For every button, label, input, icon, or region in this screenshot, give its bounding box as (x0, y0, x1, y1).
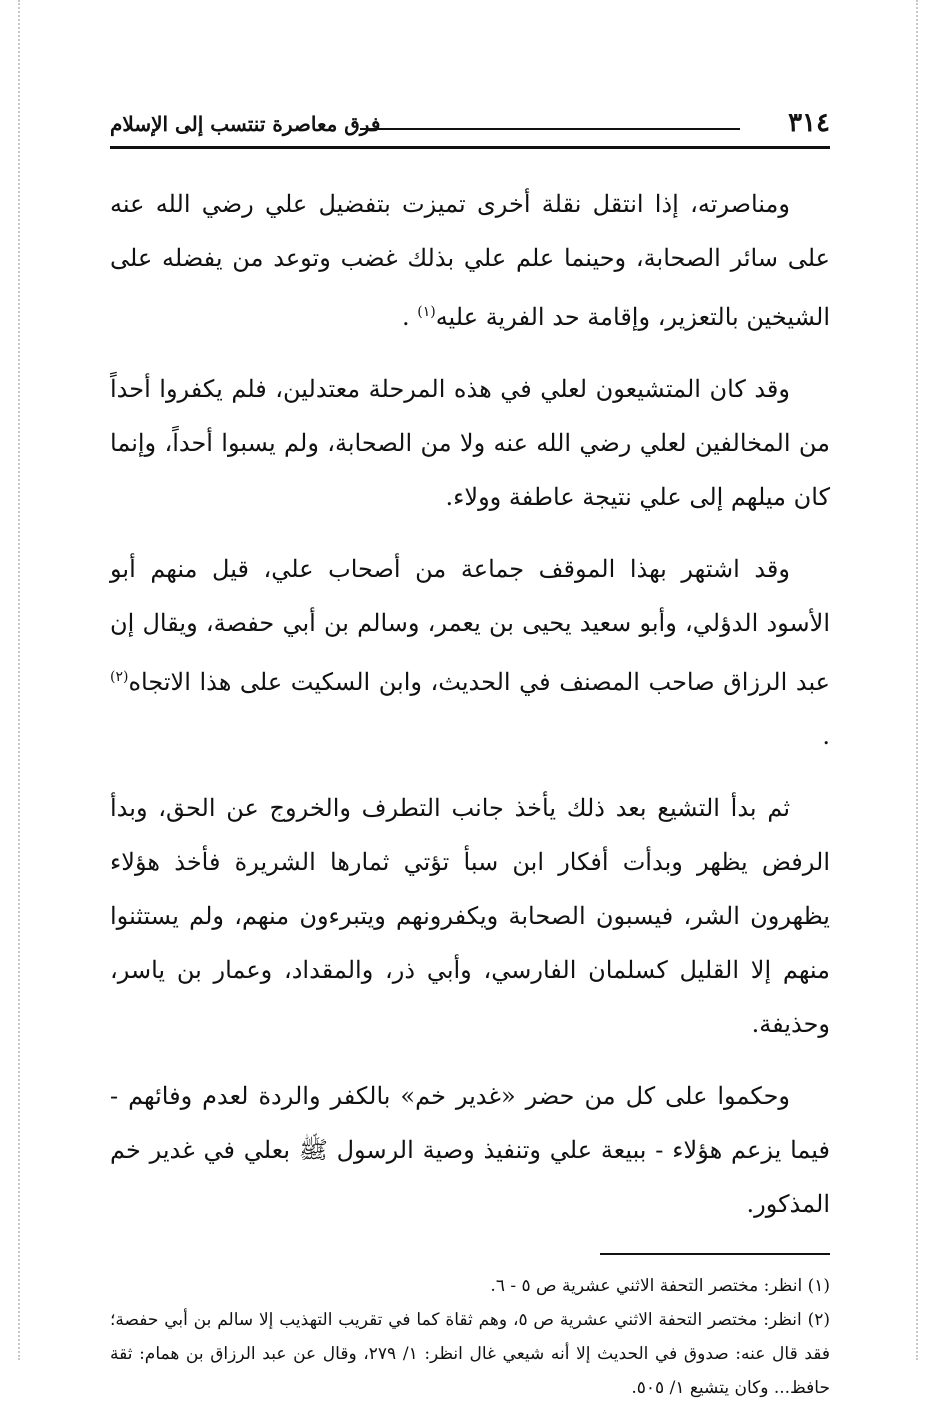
header-rule (110, 146, 830, 149)
footnotes (110, 1269, 830, 1405)
paragraph: وقد كان المتشيعون لعلي في هذه المرحلة معتدلين، فلم يكفروا أحداً من المخالفين لعلي رضي الله عنه ولا من الصحابة، ولم يسبوا أحداً، وإنما كان ميلهم إلى علي نتيجة عاطفة وولاء. (110, 375, 830, 511)
footnote-ref: (٢) (110, 669, 129, 685)
footnote-ref: (١) (417, 304, 436, 320)
main-text (110, 177, 830, 1231)
paragraph: ثم بدأ التشيع بعد ذلك يأخذ جانب التطرف والخروج عن الحق، وبدأ الرفض يظهر وبدأت أفكار ابن سبأ تؤتي ثمارها الشريرة فأخذ هؤلاء يظهرون الشر، فيسبون الصحابة ويكفرونهم ويتبرءون منهم، ولم يستثنوا منهم إلا القليل كسلمان الفارسي، وأبي ذر، والمقداد، وعمار بن ياسر، وحذيفة. (110, 794, 831, 1038)
paragraph-text: ومناصرته، إذا انتقل نقلة أخرى تميزت بتفضيل علي رضي الله عنه على سائر الصحابة، وحينما علم علي بذلك غضب وتوعد من يفضله على الشيخين بالتعزير، وإقامة حد الفرية عليه (110, 190, 830, 331)
footnote: (٢) انظر: مختصر التحفة الاثني عشرية ص ٥، وهم ثقاة كما في تقريب التهذيب إلا سالم بن أبي حفصة؛ فقد قال عنه: صدوق في الحديث إلا أنه شيعي غال انظر: ١/ ٢٧٩، وقال عن عبد الرزاق بن همام: ثقة حافظ... وكان يتشيع ١/ ٥٠٥. (110, 1310, 830, 1398)
running-title: فرق معاصرة تنتسب إلى الإسلام (110, 112, 381, 136)
paragraph (110, 542, 830, 763)
paragraph: وحكموا على كل من حضر «غدير خم» بالكفر والردة لعدم وفائهم - فيما يزعم هؤلاء - ببيعة علي وتنفيذ وصية الرسول ﷺ بعلي في غدير خم المذكور. (110, 1082, 830, 1218)
page-number: ٣١٤ (788, 108, 830, 138)
left-margin-guide (18, 0, 20, 1360)
footnote-separator (600, 1253, 830, 1255)
header-title-line (360, 128, 740, 130)
page-header (110, 100, 830, 140)
footnote: (١) انظر: مختصر التحفة الاثني عشرية ص ٥ - ٦. (490, 1276, 830, 1296)
paragraph-end: . (822, 722, 830, 750)
right-margin-guide (916, 0, 918, 1360)
paragraph (110, 177, 830, 344)
paragraph-end: . (401, 303, 418, 331)
paragraph-text: وقد اشتهر بهذا الموقف جماعة من أصحاب علي، قيل منهم أبو الأسود الدؤلي، وأبو سعيد يحيى بن يعمر، وسالم بن أبي حفصة، ويقال إن عبد الرزاق صاحب المصنف في الحديث، وابن السكيت على هذا الاتجاه (110, 555, 830, 696)
book-page (110, 100, 830, 1405)
